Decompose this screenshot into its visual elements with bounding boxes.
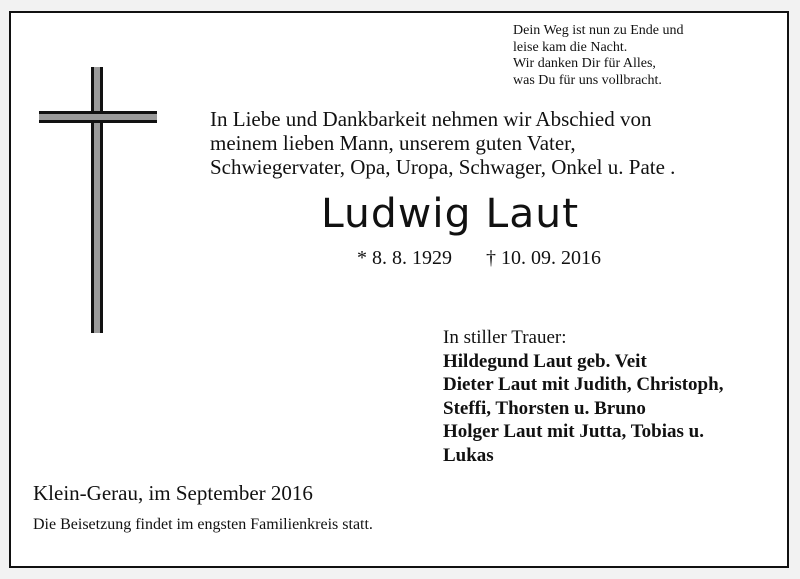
mourner-line: Holger Laut mit Jutta, Tobias u. — [443, 421, 704, 442]
deceased-name: Ludwig Laut — [321, 191, 580, 237]
poem-line: was Du für uns vollbracht. — [513, 72, 662, 88]
intro-line: Schwiegervater, Opa, Uropa, Schwager, Onkel u. Pate . — [210, 155, 676, 179]
mourner-line: Hildegund Laut geb. Veit — [443, 350, 647, 372]
poem-line: Dein Weg ist nun zu Ende und — [513, 23, 684, 38]
cross-icon — [39, 67, 157, 338]
life-dates — [357, 247, 601, 270]
mourner-line: Steffi, Thorsten u. Bruno — [443, 397, 646, 419]
mourners-heading: In stiller Trauer: — [443, 327, 567, 348]
birth-date: * 8. 8. 1929 — [357, 247, 452, 269]
intro-line: In Liebe und Dankbarkeit nehmen wir Abschied von — [210, 107, 652, 131]
mourner-line: Dieter Laut mit Judith, Christoph, — [443, 374, 724, 395]
poem-line: leise kam die Nacht. — [513, 39, 628, 55]
intro-text — [210, 107, 770, 179]
place-date: Klein-Gerau, im September 2016 — [33, 481, 313, 505]
poem — [513, 23, 783, 89]
burial-note: Die Beisetzung findet im engsten Familienkreis statt. — [33, 516, 373, 533]
intro-line: meinem lieben Mann, unserem guten Vater, — [210, 131, 576, 155]
mourner-line: Lukas — [443, 444, 494, 466]
obituary-notice — [9, 11, 789, 568]
mourners-block — [443, 326, 783, 467]
death-date: † 10. 09. 2016 — [486, 247, 601, 269]
poem-line: Wir danken Dir für Alles, — [513, 56, 656, 71]
